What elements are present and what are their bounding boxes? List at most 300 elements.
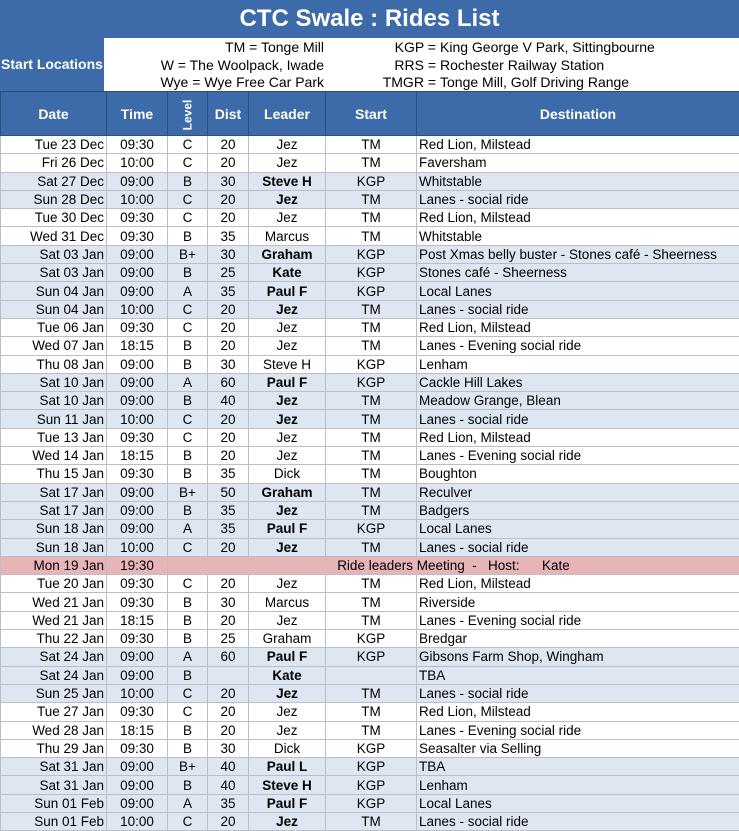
table-row bbox=[1, 373, 739, 391]
table-row bbox=[1, 758, 739, 776]
cell-date: Thu 08 Jan bbox=[1, 355, 107, 373]
cell-time: 09:30 bbox=[107, 318, 168, 336]
cell-dist: 20 bbox=[208, 337, 249, 355]
cell-start: KGP bbox=[326, 282, 417, 300]
cell-destination: Riverside bbox=[417, 593, 739, 611]
table-row bbox=[1, 538, 739, 556]
cell-level: B bbox=[168, 611, 208, 629]
cell-start: TM bbox=[326, 593, 417, 611]
cell-destination: Stones café - Sheerness bbox=[417, 264, 739, 282]
table-header-row bbox=[1, 92, 739, 136]
table-row bbox=[1, 739, 739, 757]
cell-dist: 20 bbox=[208, 410, 249, 428]
location-entry bbox=[330, 74, 739, 92]
cell-date: Sun 04 Jan bbox=[1, 300, 107, 318]
table-row bbox=[1, 593, 739, 611]
cell-date: Sun 01 Feb bbox=[1, 812, 107, 830]
cell-date: Fri 26 Dec bbox=[1, 154, 107, 172]
cell-date: Sat 24 Jan bbox=[1, 666, 107, 684]
cell-level: C bbox=[168, 703, 208, 721]
table-row bbox=[1, 227, 739, 245]
table-row bbox=[1, 264, 739, 282]
cell-destination: Whitstable bbox=[417, 172, 739, 190]
cell-time: 09:00 bbox=[107, 666, 168, 684]
cell-start: TM bbox=[326, 465, 417, 483]
cell-destination: Gibsons Farm Shop, Wingham bbox=[417, 648, 739, 666]
cell-leader: Jez bbox=[249, 538, 326, 556]
cell-dist: 30 bbox=[208, 355, 249, 373]
cell-time: 10:00 bbox=[107, 538, 168, 556]
rides-table-body bbox=[1, 136, 739, 831]
cell-time: 09:30 bbox=[107, 209, 168, 227]
location-entry bbox=[330, 39, 739, 57]
table-row bbox=[1, 300, 739, 318]
cell-dist: 25 bbox=[208, 630, 249, 648]
cell-level: B bbox=[168, 630, 208, 648]
cell-level: A bbox=[168, 648, 208, 666]
table-row bbox=[1, 575, 739, 593]
cell-date: Sun 04 Jan bbox=[1, 282, 107, 300]
location-name: Rochester Railway Station bbox=[436, 57, 604, 75]
cell-dist: 35 bbox=[208, 501, 249, 519]
cell-destination: Boughton bbox=[417, 465, 739, 483]
cell-start: TM bbox=[326, 154, 417, 172]
cell-start: KGP bbox=[326, 264, 417, 282]
cell-start: KGP bbox=[326, 172, 417, 190]
cell-destination: Red Lion, Milstead bbox=[417, 136, 739, 154]
cell-date: Thu 29 Jan bbox=[1, 739, 107, 757]
cell-level: B bbox=[168, 392, 208, 410]
cell-leader: Jez bbox=[249, 703, 326, 721]
table-row bbox=[1, 520, 739, 538]
cell-leader: Jez bbox=[249, 318, 326, 336]
cell-date: Tue 06 Jan bbox=[1, 318, 107, 336]
cell-leader: Paul F bbox=[249, 282, 326, 300]
cell-time: 09:00 bbox=[107, 520, 168, 538]
cell-dist: 20 bbox=[208, 318, 249, 336]
cell-level: B+ bbox=[168, 758, 208, 776]
cell-level: B bbox=[168, 593, 208, 611]
cell-level: C bbox=[168, 410, 208, 428]
cell-start: KGP bbox=[326, 355, 417, 373]
cell-destination: Post Xmas belly buster - Stones café - Sheerness bbox=[417, 245, 739, 263]
table-row bbox=[1, 410, 739, 428]
cell-leader: Graham bbox=[249, 245, 326, 263]
cell-destination: Red Lion, Milstead bbox=[417, 318, 739, 336]
cell-leader: Jez bbox=[249, 209, 326, 227]
cell-date: Wed 07 Jan bbox=[1, 337, 107, 355]
cell-start: TM bbox=[326, 812, 417, 830]
cell-level: B bbox=[168, 172, 208, 190]
cell-dist: 30 bbox=[208, 172, 249, 190]
location-code: RRS = bbox=[330, 57, 436, 75]
cell-dist bbox=[208, 666, 249, 684]
cell-destination: Local Lanes bbox=[417, 520, 739, 538]
cell-destination: Red Lion, Milstead bbox=[417, 428, 739, 446]
cell-dist: 40 bbox=[208, 776, 249, 794]
cell-start: TM bbox=[326, 392, 417, 410]
cell-level: A bbox=[168, 520, 208, 538]
cell-leader: Steve H bbox=[249, 172, 326, 190]
cell-dist: 35 bbox=[208, 465, 249, 483]
cell-leader: Jez bbox=[249, 410, 326, 428]
cell-start: TM bbox=[326, 483, 417, 501]
column-header-leader: Leader bbox=[249, 92, 326, 136]
table-row bbox=[1, 666, 739, 684]
cell-destination: Red Lion, Milstead bbox=[417, 575, 739, 593]
cell-dist: 35 bbox=[208, 520, 249, 538]
cell-level: B bbox=[168, 721, 208, 739]
cell-dist: 20 bbox=[208, 812, 249, 830]
cell-start: TM bbox=[326, 721, 417, 739]
cell-start: TM bbox=[326, 428, 417, 446]
locations-right-list bbox=[330, 39, 739, 92]
column-header-start: Start bbox=[326, 92, 417, 136]
cell-leader: Jez bbox=[249, 447, 326, 465]
table-row bbox=[1, 501, 739, 519]
cell-time: 19:30 bbox=[107, 556, 168, 574]
cell-time: 09:00 bbox=[107, 373, 168, 391]
cell-leader: Jez bbox=[249, 501, 326, 519]
cell-destination: Faversham bbox=[417, 154, 739, 172]
table-row bbox=[1, 282, 739, 300]
cell-level: B bbox=[168, 739, 208, 757]
cell-time: 09:00 bbox=[107, 758, 168, 776]
cell-leader: Graham bbox=[249, 630, 326, 648]
page-title: CTC Swale : Rides List bbox=[0, 0, 739, 39]
location-name: Tonge Mill, Golf Driving Range bbox=[436, 74, 629, 92]
cell-start: KGP bbox=[326, 245, 417, 263]
cell-date: Sun 25 Jan bbox=[1, 684, 107, 702]
table-row bbox=[1, 245, 739, 263]
cell-destination: TBA bbox=[417, 758, 739, 776]
cell-dist: 50 bbox=[208, 483, 249, 501]
cell-dist: 20 bbox=[208, 721, 249, 739]
table-row bbox=[1, 648, 739, 666]
rides-table bbox=[0, 91, 739, 831]
location-name: The Woolpack, Iwade bbox=[190, 57, 324, 73]
table-row bbox=[1, 136, 739, 154]
cell-level: C bbox=[168, 209, 208, 227]
cell-leader: Steve H bbox=[249, 355, 326, 373]
cell-dist: 35 bbox=[208, 227, 249, 245]
cell-time: 09:00 bbox=[107, 264, 168, 282]
cell-destination: Lenham bbox=[417, 776, 739, 794]
cell-time: 09:30 bbox=[107, 428, 168, 446]
cell-date: Mon 19 Jan bbox=[1, 556, 107, 574]
cell-time: 09:00 bbox=[107, 776, 168, 794]
cell-level: C bbox=[168, 684, 208, 702]
cell-time: 09:00 bbox=[107, 648, 168, 666]
cell-dist: 30 bbox=[208, 593, 249, 611]
location-code: KGP = bbox=[330, 39, 436, 57]
cell-level: B bbox=[168, 666, 208, 684]
cell-time: 09:30 bbox=[107, 227, 168, 245]
cell-time: 09:30 bbox=[107, 703, 168, 721]
cell-date: Sat 03 Jan bbox=[1, 264, 107, 282]
cell-level: C bbox=[168, 428, 208, 446]
cell-leader: Jez bbox=[249, 136, 326, 154]
cell-dist: 35 bbox=[208, 794, 249, 812]
cell-start bbox=[326, 666, 417, 684]
cell-date: Sun 18 Jan bbox=[1, 520, 107, 538]
cell-time: 10:00 bbox=[107, 154, 168, 172]
cell-time: 09:00 bbox=[107, 282, 168, 300]
cell-destination: TBA bbox=[417, 666, 739, 684]
cell-start: KGP bbox=[326, 520, 417, 538]
cell-destination: Lenham bbox=[417, 355, 739, 373]
cell-destination: Lanes - Evening social ride bbox=[417, 337, 739, 355]
cell-time: 09:30 bbox=[107, 575, 168, 593]
cell-start: TM bbox=[326, 611, 417, 629]
cell-start: TM bbox=[326, 501, 417, 519]
table-row bbox=[1, 190, 739, 208]
cell-start: TM bbox=[326, 575, 417, 593]
cell-dist: 35 bbox=[208, 282, 249, 300]
cell-level: B+ bbox=[168, 483, 208, 501]
location-code: TMGR = bbox=[330, 74, 436, 92]
location-entry bbox=[330, 57, 739, 75]
cell-date: Wed 14 Jan bbox=[1, 447, 107, 465]
cell-time: 10:00 bbox=[107, 684, 168, 702]
cell-destination: Local Lanes bbox=[417, 794, 739, 812]
cell-destination: Red Lion, Milstead bbox=[417, 703, 739, 721]
cell-time: 09:00 bbox=[107, 172, 168, 190]
location-code: W = bbox=[161, 57, 190, 73]
cell-time: 09:30 bbox=[107, 136, 168, 154]
cell-dist: 60 bbox=[208, 648, 249, 666]
cell-level: C bbox=[168, 575, 208, 593]
cell-time: 09:00 bbox=[107, 483, 168, 501]
column-header-dist: Dist bbox=[208, 92, 249, 136]
cell-level: B bbox=[168, 227, 208, 245]
table-row bbox=[1, 684, 739, 702]
start-locations-label: Start Locations bbox=[0, 38, 104, 91]
cell-level: B bbox=[168, 501, 208, 519]
cell-destination: Bredgar bbox=[417, 630, 739, 648]
cell-start: TM bbox=[326, 703, 417, 721]
cell-level: B bbox=[168, 447, 208, 465]
cell-leader: Paul F bbox=[249, 794, 326, 812]
cell-time: 18:15 bbox=[107, 611, 168, 629]
cell-date: Sat 03 Jan bbox=[1, 245, 107, 263]
cell-leader: Paul L bbox=[249, 758, 326, 776]
cell-time: 09:00 bbox=[107, 355, 168, 373]
cell-dist: 20 bbox=[208, 136, 249, 154]
cell-leader: Paul F bbox=[249, 648, 326, 666]
cell-start: KGP bbox=[326, 648, 417, 666]
cell-destination: Lanes - social ride bbox=[417, 190, 739, 208]
cell-date: Tue 27 Jan bbox=[1, 703, 107, 721]
cell-leader: Marcus bbox=[249, 227, 326, 245]
cell-start: TM bbox=[326, 300, 417, 318]
column-header-level bbox=[168, 92, 208, 136]
cell-date: Wed 28 Jan bbox=[1, 721, 107, 739]
cell-leader: Jez bbox=[249, 611, 326, 629]
cell-leader: Paul F bbox=[249, 520, 326, 538]
cell-destination: Meadow Grange, Blean bbox=[417, 392, 739, 410]
cell-start: KGP bbox=[326, 739, 417, 757]
cell-destination: Reculver bbox=[417, 483, 739, 501]
cell-leader: Dick bbox=[249, 739, 326, 757]
cell-leader: Jez bbox=[249, 684, 326, 702]
start-locations-block bbox=[0, 38, 739, 91]
cell-start: TM bbox=[326, 209, 417, 227]
cell-leader: Kate bbox=[249, 666, 326, 684]
cell-date: Thu 22 Jan bbox=[1, 630, 107, 648]
cell-dist: 20 bbox=[208, 575, 249, 593]
cell-time: 09:00 bbox=[107, 245, 168, 263]
meeting-row bbox=[1, 556, 739, 574]
cell-leader: Paul F bbox=[249, 373, 326, 391]
cell-dist: 30 bbox=[208, 245, 249, 263]
cell-dist: 20 bbox=[208, 428, 249, 446]
cell-level: B bbox=[168, 264, 208, 282]
cell-date: Sat 10 Jan bbox=[1, 373, 107, 391]
table-row bbox=[1, 318, 739, 336]
cell-leader: Jez bbox=[249, 337, 326, 355]
cell-date: Wed 21 Jan bbox=[1, 593, 107, 611]
location-name: Tonge Mill bbox=[261, 39, 324, 55]
cell-dist: 20 bbox=[208, 209, 249, 227]
cell-dist: 20 bbox=[208, 447, 249, 465]
cell-dist: 20 bbox=[208, 300, 249, 318]
column-header-date: Date bbox=[1, 92, 107, 136]
table-row bbox=[1, 355, 739, 373]
table-row bbox=[1, 172, 739, 190]
location-entry bbox=[104, 39, 324, 57]
cell-leader: Kate bbox=[249, 264, 326, 282]
cell-time: 09:30 bbox=[107, 593, 168, 611]
cell-date: Wed 21 Jan bbox=[1, 611, 107, 629]
table-row bbox=[1, 337, 739, 355]
cell-level: C bbox=[168, 538, 208, 556]
cell-level: C bbox=[168, 154, 208, 172]
table-row bbox=[1, 428, 739, 446]
cell-date: Tue 23 Dec bbox=[1, 136, 107, 154]
cell-leader: Jez bbox=[249, 154, 326, 172]
cell-level: B bbox=[168, 355, 208, 373]
cell-start: KGP bbox=[326, 630, 417, 648]
cell-start: TM bbox=[326, 136, 417, 154]
cell-dist: 40 bbox=[208, 758, 249, 776]
location-code: Wye = bbox=[160, 74, 204, 90]
cell-destination: Lanes - social ride bbox=[417, 410, 739, 428]
cell-time: 09:00 bbox=[107, 501, 168, 519]
cell-leader: Jez bbox=[249, 428, 326, 446]
cell-time: 09:30 bbox=[107, 465, 168, 483]
cell-leader: Jez bbox=[249, 300, 326, 318]
cell-destination: Lanes - Evening social ride bbox=[417, 721, 739, 739]
cell-level: C bbox=[168, 136, 208, 154]
cell-level: C bbox=[168, 812, 208, 830]
cell-date: Sun 18 Jan bbox=[1, 538, 107, 556]
cell-destination: Lanes - social ride bbox=[417, 812, 739, 830]
level-header-label: Level bbox=[181, 99, 195, 130]
meeting-text: Ride leaders Meeting - Host: Kate bbox=[168, 556, 739, 574]
cell-dist: 20 bbox=[208, 611, 249, 629]
table-row bbox=[1, 630, 739, 648]
cell-destination: Badgers bbox=[417, 501, 739, 519]
cell-date: Sat 31 Jan bbox=[1, 758, 107, 776]
cell-dist: 20 bbox=[208, 538, 249, 556]
cell-dist: 20 bbox=[208, 703, 249, 721]
table-row bbox=[1, 721, 739, 739]
cell-dist: 30 bbox=[208, 739, 249, 757]
location-entry bbox=[104, 57, 324, 75]
cell-start: TM bbox=[326, 684, 417, 702]
cell-date: Tue 30 Dec bbox=[1, 209, 107, 227]
cell-time: 10:00 bbox=[107, 410, 168, 428]
cell-date: Tue 20 Jan bbox=[1, 575, 107, 593]
cell-date: Sat 24 Jan bbox=[1, 648, 107, 666]
cell-time: 10:00 bbox=[107, 300, 168, 318]
table-row bbox=[1, 483, 739, 501]
cell-dist: 40 bbox=[208, 392, 249, 410]
cell-leader: Jez bbox=[249, 392, 326, 410]
table-row bbox=[1, 154, 739, 172]
table-row bbox=[1, 611, 739, 629]
cell-start: TM bbox=[326, 447, 417, 465]
location-name: Wye Free Car Park bbox=[204, 74, 324, 90]
cell-dist: 25 bbox=[208, 264, 249, 282]
table-row bbox=[1, 776, 739, 794]
column-header-destination: Destination bbox=[417, 92, 739, 136]
table-row bbox=[1, 447, 739, 465]
cell-start: TM bbox=[326, 227, 417, 245]
location-code: TM = bbox=[225, 39, 261, 55]
cell-date: Sun 28 Dec bbox=[1, 190, 107, 208]
cell-date: Sun 11 Jan bbox=[1, 410, 107, 428]
cell-time: 18:15 bbox=[107, 447, 168, 465]
cell-destination: Lanes - social ride bbox=[417, 538, 739, 556]
cell-dist: 20 bbox=[208, 154, 249, 172]
column-header-time: Time bbox=[107, 92, 168, 136]
cell-dist: 20 bbox=[208, 190, 249, 208]
cell-destination: Lanes - social ride bbox=[417, 300, 739, 318]
cell-level: A bbox=[168, 373, 208, 391]
cell-time: 10:00 bbox=[107, 190, 168, 208]
cell-dist: 60 bbox=[208, 373, 249, 391]
cell-date: Wed 31 Dec bbox=[1, 227, 107, 245]
cell-destination: Local Lanes bbox=[417, 282, 739, 300]
table-row bbox=[1, 209, 739, 227]
cell-destination: Lanes - Evening social ride bbox=[417, 447, 739, 465]
location-name: King George V Park, Sittingbourne bbox=[436, 39, 655, 57]
cell-start: KGP bbox=[326, 776, 417, 794]
cell-time: 09:00 bbox=[107, 794, 168, 812]
cell-leader: Dick bbox=[249, 465, 326, 483]
cell-level: B bbox=[168, 337, 208, 355]
cell-time: 09:30 bbox=[107, 739, 168, 757]
table-row bbox=[1, 465, 739, 483]
cell-date: Sun 01 Feb bbox=[1, 794, 107, 812]
cell-level: C bbox=[168, 300, 208, 318]
cell-start: TM bbox=[326, 190, 417, 208]
cell-time: 09:00 bbox=[107, 392, 168, 410]
cell-date: Sat 10 Jan bbox=[1, 392, 107, 410]
cell-level: C bbox=[168, 318, 208, 336]
cell-dist: 20 bbox=[208, 684, 249, 702]
locations-left-list bbox=[104, 39, 324, 92]
cell-destination: Lanes - social ride bbox=[417, 684, 739, 702]
cell-destination: Seasalter via Selling bbox=[417, 739, 739, 757]
cell-time: 09:30 bbox=[107, 630, 168, 648]
cell-leader: Jez bbox=[249, 190, 326, 208]
cell-time: 10:00 bbox=[107, 812, 168, 830]
table-row bbox=[1, 703, 739, 721]
cell-date: Sat 27 Dec bbox=[1, 172, 107, 190]
